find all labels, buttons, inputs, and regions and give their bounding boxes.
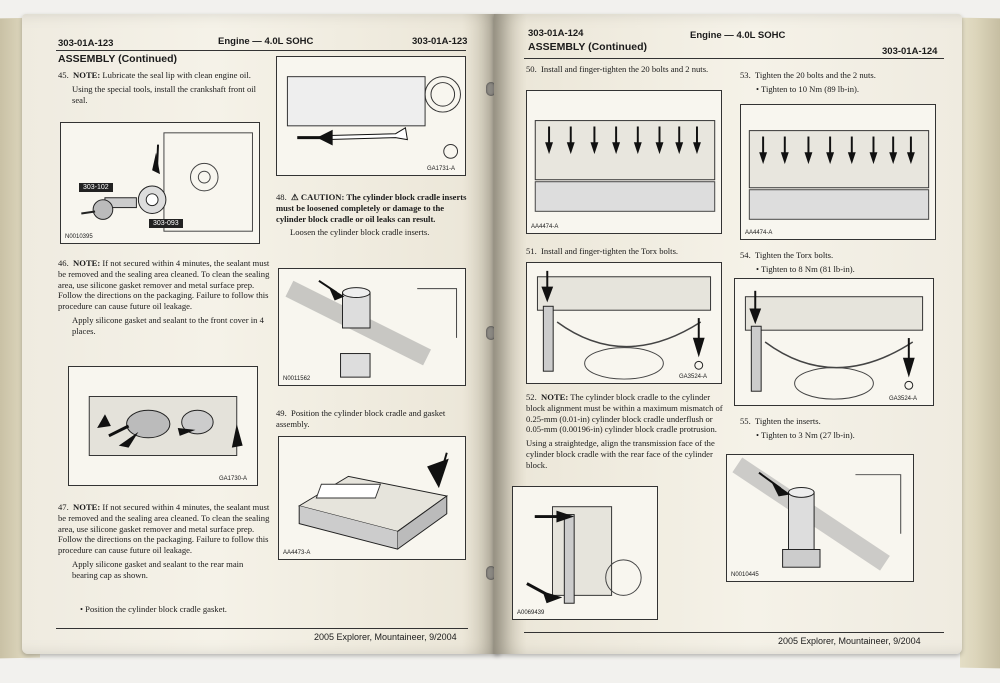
step-number: 45. (58, 70, 69, 80)
figure-bolts-20-tighten (740, 104, 936, 240)
left-page-code-right: 303-01A-123 (412, 36, 468, 47)
bolt-tighten-illustration (741, 105, 935, 239)
figure-code: A0069439 (517, 610, 545, 616)
figure-bolts-20 (526, 90, 722, 234)
step-number: 53. (740, 70, 751, 80)
caution-label: CAUTION: (300, 192, 345, 202)
note-text: If not secured within 4 minutes, the sealant must be removed and the sealing area cleaned. To clean the sealing area, use silicone gasket remover and metal surface prep. Follow the directions on the packaging. Failure to follow this procedure can cause future oil leakage. (58, 258, 270, 312)
note-text: Lubricate the seal lip with clean engine oil. (102, 70, 251, 80)
step-text: Using a straightedge, align the transmission face of the cylinder block cradle with the rear face of the cylinder block. (526, 438, 715, 470)
step-number: 46. (58, 258, 69, 268)
step-52 (526, 392, 726, 474)
right-page-code: 303-01A-124 (528, 28, 584, 39)
figure-code: GA3524-A (889, 396, 918, 402)
callout-303-093: 303-093 (149, 219, 183, 228)
step-text: Using the special tools, install the crankshaft front oil seal. (72, 83, 257, 105)
step-50 (526, 64, 726, 78)
figure-inserts-tighten (726, 454, 914, 582)
front-cover-illustration (69, 367, 257, 485)
figure-front-cover-sealant (68, 366, 258, 486)
step-number: 54. (740, 250, 751, 260)
step-number: 55. (740, 416, 751, 426)
right-page-code-right: 303-01A-124 (882, 46, 938, 57)
step-49 (276, 408, 472, 433)
note-label: NOTE: (541, 392, 569, 402)
cradle-insert-illustration (279, 269, 465, 385)
note-label: NOTE: (73, 502, 101, 512)
figure-code: GA3524-A (679, 374, 708, 380)
note-label: NOTE: (73, 258, 101, 268)
callout-303-102: 303-102 (79, 183, 113, 192)
right-page-title: Engine — 4.0L SOHC (690, 30, 786, 41)
left-page (22, 14, 500, 654)
step-text: Install and finger-tighten the 20 bolts and 2 nuts. (541, 64, 709, 74)
step-45 (58, 70, 268, 108)
step-number: 52. (526, 392, 537, 402)
torque-spec: Tighten to 10 Nm (89 lb-in). (761, 84, 860, 94)
step-number: 49. (276, 408, 287, 418)
figure-code: GA1730-A (219, 476, 248, 482)
figure-cradle-inserts (278, 268, 466, 386)
caution-text: The cylinder block cradle inserts must be loosened completely or damage to the cylinder block cradle or oil leaks can result. (276, 192, 467, 224)
step-number: 50. (526, 64, 537, 74)
step-text: Apply silicone gasket and sealant to the rear main bearing cap as shown. (72, 558, 244, 580)
step-text: Install and finger-tighten the Torx bolts. (541, 246, 679, 256)
footer-rule (56, 628, 468, 629)
figure-crankshaft-seal-install (60, 122, 260, 244)
right-page-footer: 2005 Explorer, Mountaineer, 9/2004 (778, 636, 921, 646)
straightedge-illustration (513, 487, 657, 619)
step-53-bullet: • Tighten to 10 Nm (89 lb-in). (756, 84, 860, 94)
figure-rear-main-bearing-cap (276, 56, 466, 176)
torque-spec: Tighten to 3 Nm (27 lb-in). (761, 430, 855, 440)
step-text: Position the cylinder block cradle and gasket assembly. (276, 408, 446, 429)
figure-torx-bolts-tighten (734, 278, 934, 406)
figure-code: GA1731-A (427, 166, 456, 172)
figure-torx-bolts (526, 262, 722, 384)
step-53 (740, 70, 940, 84)
figure-code: AA4473-A (283, 550, 311, 556)
note-text: If not secured within 4 minutes, the sealant must be removed and the sealing area cleaned. To clean the sealing area, use silicone gasket remover and metal surface prep. Follow the directions on the packaging. Failure to follow this procedure can cause future oil leakage. (58, 502, 270, 556)
step-number: 51. (526, 246, 537, 256)
left-page-footer: 2005 Explorer, Mountaineer, 9/2004 (314, 632, 457, 642)
torx-bolt-illustration (527, 263, 721, 383)
figure-code: AA4474-A (531, 224, 559, 230)
step-47 (58, 502, 270, 584)
step-55-bullet: • Tighten to 3 Nm (27 lb-in). (756, 430, 855, 440)
section-heading: ASSEMBLY (Continued) (528, 41, 648, 53)
figure-code: N0010445 (731, 572, 759, 578)
step-55 (740, 416, 940, 430)
step-text: Tighten the inserts. (754, 416, 821, 426)
step-51 (526, 246, 726, 260)
left-page-title: Engine — 4.0L SOHC (218, 36, 314, 47)
step-54 (740, 250, 940, 264)
step-text: Loosen the cylinder block cradle inserts. (290, 227, 430, 238)
figure-code: N0010395 (65, 234, 93, 240)
step-number: 48. (276, 192, 287, 202)
book-page-edges-right (960, 18, 1000, 669)
step-54-bullet: • Tighten to 8 Nm (81 lb-in). (756, 264, 855, 274)
right-page (494, 14, 962, 654)
section-heading: ASSEMBLY (Continued) (58, 53, 178, 65)
header-rule (56, 50, 466, 51)
note-label: NOTE: (73, 70, 101, 80)
bolt-pattern-illustration (527, 91, 721, 233)
figure-cradle-assembly (278, 436, 466, 560)
bearing-cap-illustration (277, 57, 465, 175)
step-text: Apply silicone gasket and sealant to the front cover in 4 places. (72, 314, 264, 336)
figure-code: AA4474-A (745, 230, 773, 236)
step-48: 48. ⚠ CAUTION: The cylinder block cradle inserts must be loosened completely or damage to the cylinder block cradle or oil leaks can result. Loosen the cylinder block cradle inserts. (276, 192, 472, 241)
note-text: The cylinder block cradle to the cylinder block alignment must be within a maximum mismatch of 0.25-mm (0.01-in) cylinder block cradle underflush or 0.05-mm (0.00196-in) cylinder block cradle protrusion. (526, 392, 723, 435)
footer-rule (524, 632, 944, 633)
insert-tighten-illustration (727, 455, 913, 581)
torx-tighten-illustration (735, 279, 933, 405)
header-rule (524, 58, 944, 59)
figure-straightedge-alignment (512, 486, 658, 620)
bullet-text: Position the cylinder block cradle gasket. (85, 604, 227, 614)
step-text: Tighten the Torx bolts. (754, 250, 834, 260)
step-47-bullet: • Position the cylinder block cradle gasket. (80, 604, 227, 614)
step-46 (58, 258, 270, 340)
torque-spec: Tighten to 8 Nm (81 lb-in). (761, 264, 855, 274)
left-page-code: 303-01A-123 (58, 38, 114, 49)
cradle-assembly-illustration (279, 437, 465, 559)
step-text: Tighten the 20 bolts and the 2 nuts. (754, 70, 876, 80)
step-number: 47. (58, 502, 69, 512)
figure-code: N0011562 (283, 376, 311, 382)
